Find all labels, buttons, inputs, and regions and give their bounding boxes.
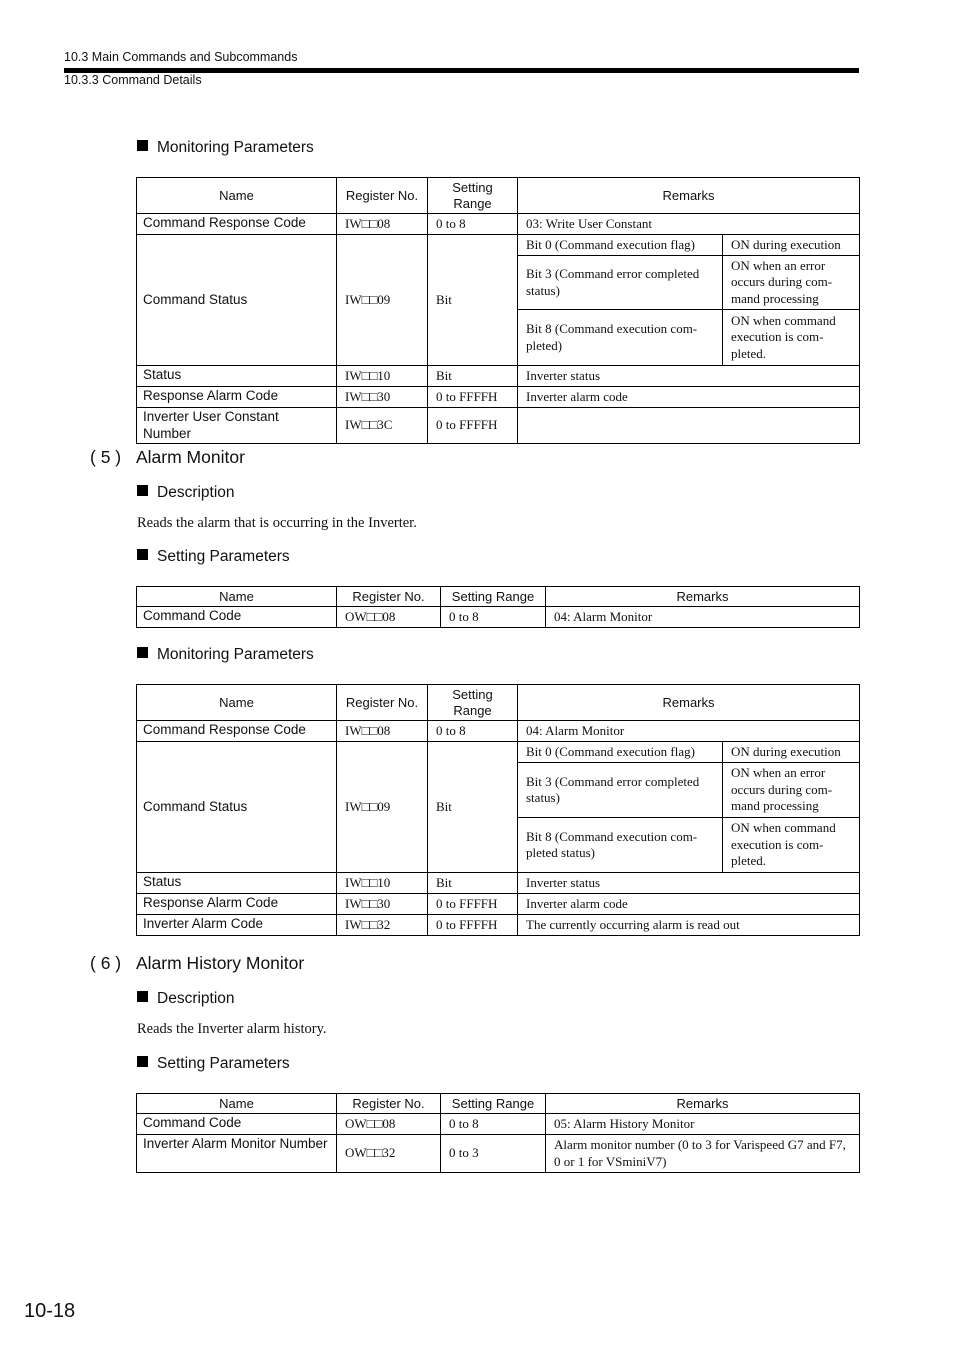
table-row: Response Alarm Code IW□□30 0 to FFFFH Inverter alarm code xyxy=(137,387,860,408)
subheading-monitoring-1: Monitoring Parameters xyxy=(137,139,314,157)
table-row: Status IW□□10 Bit Inverter status xyxy=(137,873,860,894)
subheading-setting-5: Setting Parameters xyxy=(137,548,290,566)
table-row: Inverter Alarm Monitor Number OW□□32 0 to 3 Alarm monitor number (0 to 3 for Varispeed G7 and F7, 0 or 1 for VSminiV7) xyxy=(137,1135,860,1173)
table-row: Command Code OW□□08 0 to 8 04: Alarm Monitor xyxy=(137,607,860,628)
section-5-title: ( 5 ) Alarm Monitor xyxy=(90,447,245,467)
col-register: Register No. xyxy=(337,178,428,214)
bullet-square-icon xyxy=(137,549,148,560)
header-subsection: 10.3.3 Command Details xyxy=(64,73,202,87)
header-section: 10.3 Main Commands and Subcommands xyxy=(64,50,298,64)
table-header-row xyxy=(137,178,860,214)
bullet-square-icon xyxy=(137,140,148,151)
bullet-square-icon xyxy=(137,647,148,658)
section-6-title: ( 6 ) Alarm History Monitor xyxy=(90,953,305,973)
table-row: Bit 8 (Command execution com-pleted) ON when command execution is com-pleted. xyxy=(137,310,860,366)
subheading-description-5: Description xyxy=(137,484,235,502)
table-row: Response Alarm Code IW□□30 0 to FFFFH Inverter alarm code xyxy=(137,894,860,915)
page-number: 10-18 xyxy=(24,1300,76,1322)
bullet-square-icon xyxy=(137,485,148,496)
table-header-row: Name Register No. Setting Range Remarks xyxy=(137,685,860,721)
table-row: Inverter Alarm Code IW□□32 0 to FFFFH The currently occurring alarm is read out xyxy=(137,915,860,936)
table-row: Command Response Code IW□□08 0 to 8 04: Alarm Monitor xyxy=(137,721,860,742)
table-row: Bit 8 (Command execution com-pleted status) ON when command execution is com-pleted. xyxy=(137,818,860,873)
subheading-setting-6: Setting Parameters xyxy=(137,1055,290,1073)
bullet-square-icon xyxy=(137,991,148,1002)
setting-table-5 xyxy=(136,586,860,628)
table-header-row: Name Register No. Setting Range Remarks xyxy=(137,587,860,607)
bullet-square-icon xyxy=(137,1056,148,1067)
setting-table-6 xyxy=(136,1093,860,1173)
table-row: Bit 3 (Command error completed status) ON when an error occurs during com-mand processing xyxy=(137,763,860,818)
table-row: Command Status IW□□09 Bit Bit 0 (Command execution flag) ON during execution xyxy=(137,235,860,256)
subheading-monitoring-5: Monitoring Parameters xyxy=(137,646,314,664)
subheading-description-6: Description xyxy=(137,990,235,1008)
table-row: Command Status IW□□09 Bit Bit 0 (Command execution flag) ON during execution xyxy=(137,742,860,763)
description-text-5: Reads the alarm that is occurring in the Inverter. xyxy=(137,515,417,531)
table-row: Status IW□□10 Bit Inverter status xyxy=(137,366,860,387)
description-text-6: Reads the Inverter alarm history. xyxy=(137,1021,327,1037)
table-row: Command Response Code IW□□08 0 to 8 03: Write User Constant xyxy=(137,214,860,235)
table-header-row: Name Register No. Setting Range Remarks xyxy=(137,1094,860,1114)
table-row: Inverter User Constant Number IW□□3C 0 to FFFFH xyxy=(137,408,860,444)
table-row: Command Code OW□□08 0 to 8 05: Alarm History Monitor xyxy=(137,1114,860,1135)
monitoring-table-1 xyxy=(136,177,860,444)
col-range: Setting Range xyxy=(428,178,518,214)
monitoring-table-5 xyxy=(136,684,860,936)
table-row: Bit 3 (Command error completed status) ON when an error occurs during com-mand processing xyxy=(137,256,860,310)
col-remarks: Remarks xyxy=(518,178,860,214)
col-name: Name xyxy=(137,178,337,214)
